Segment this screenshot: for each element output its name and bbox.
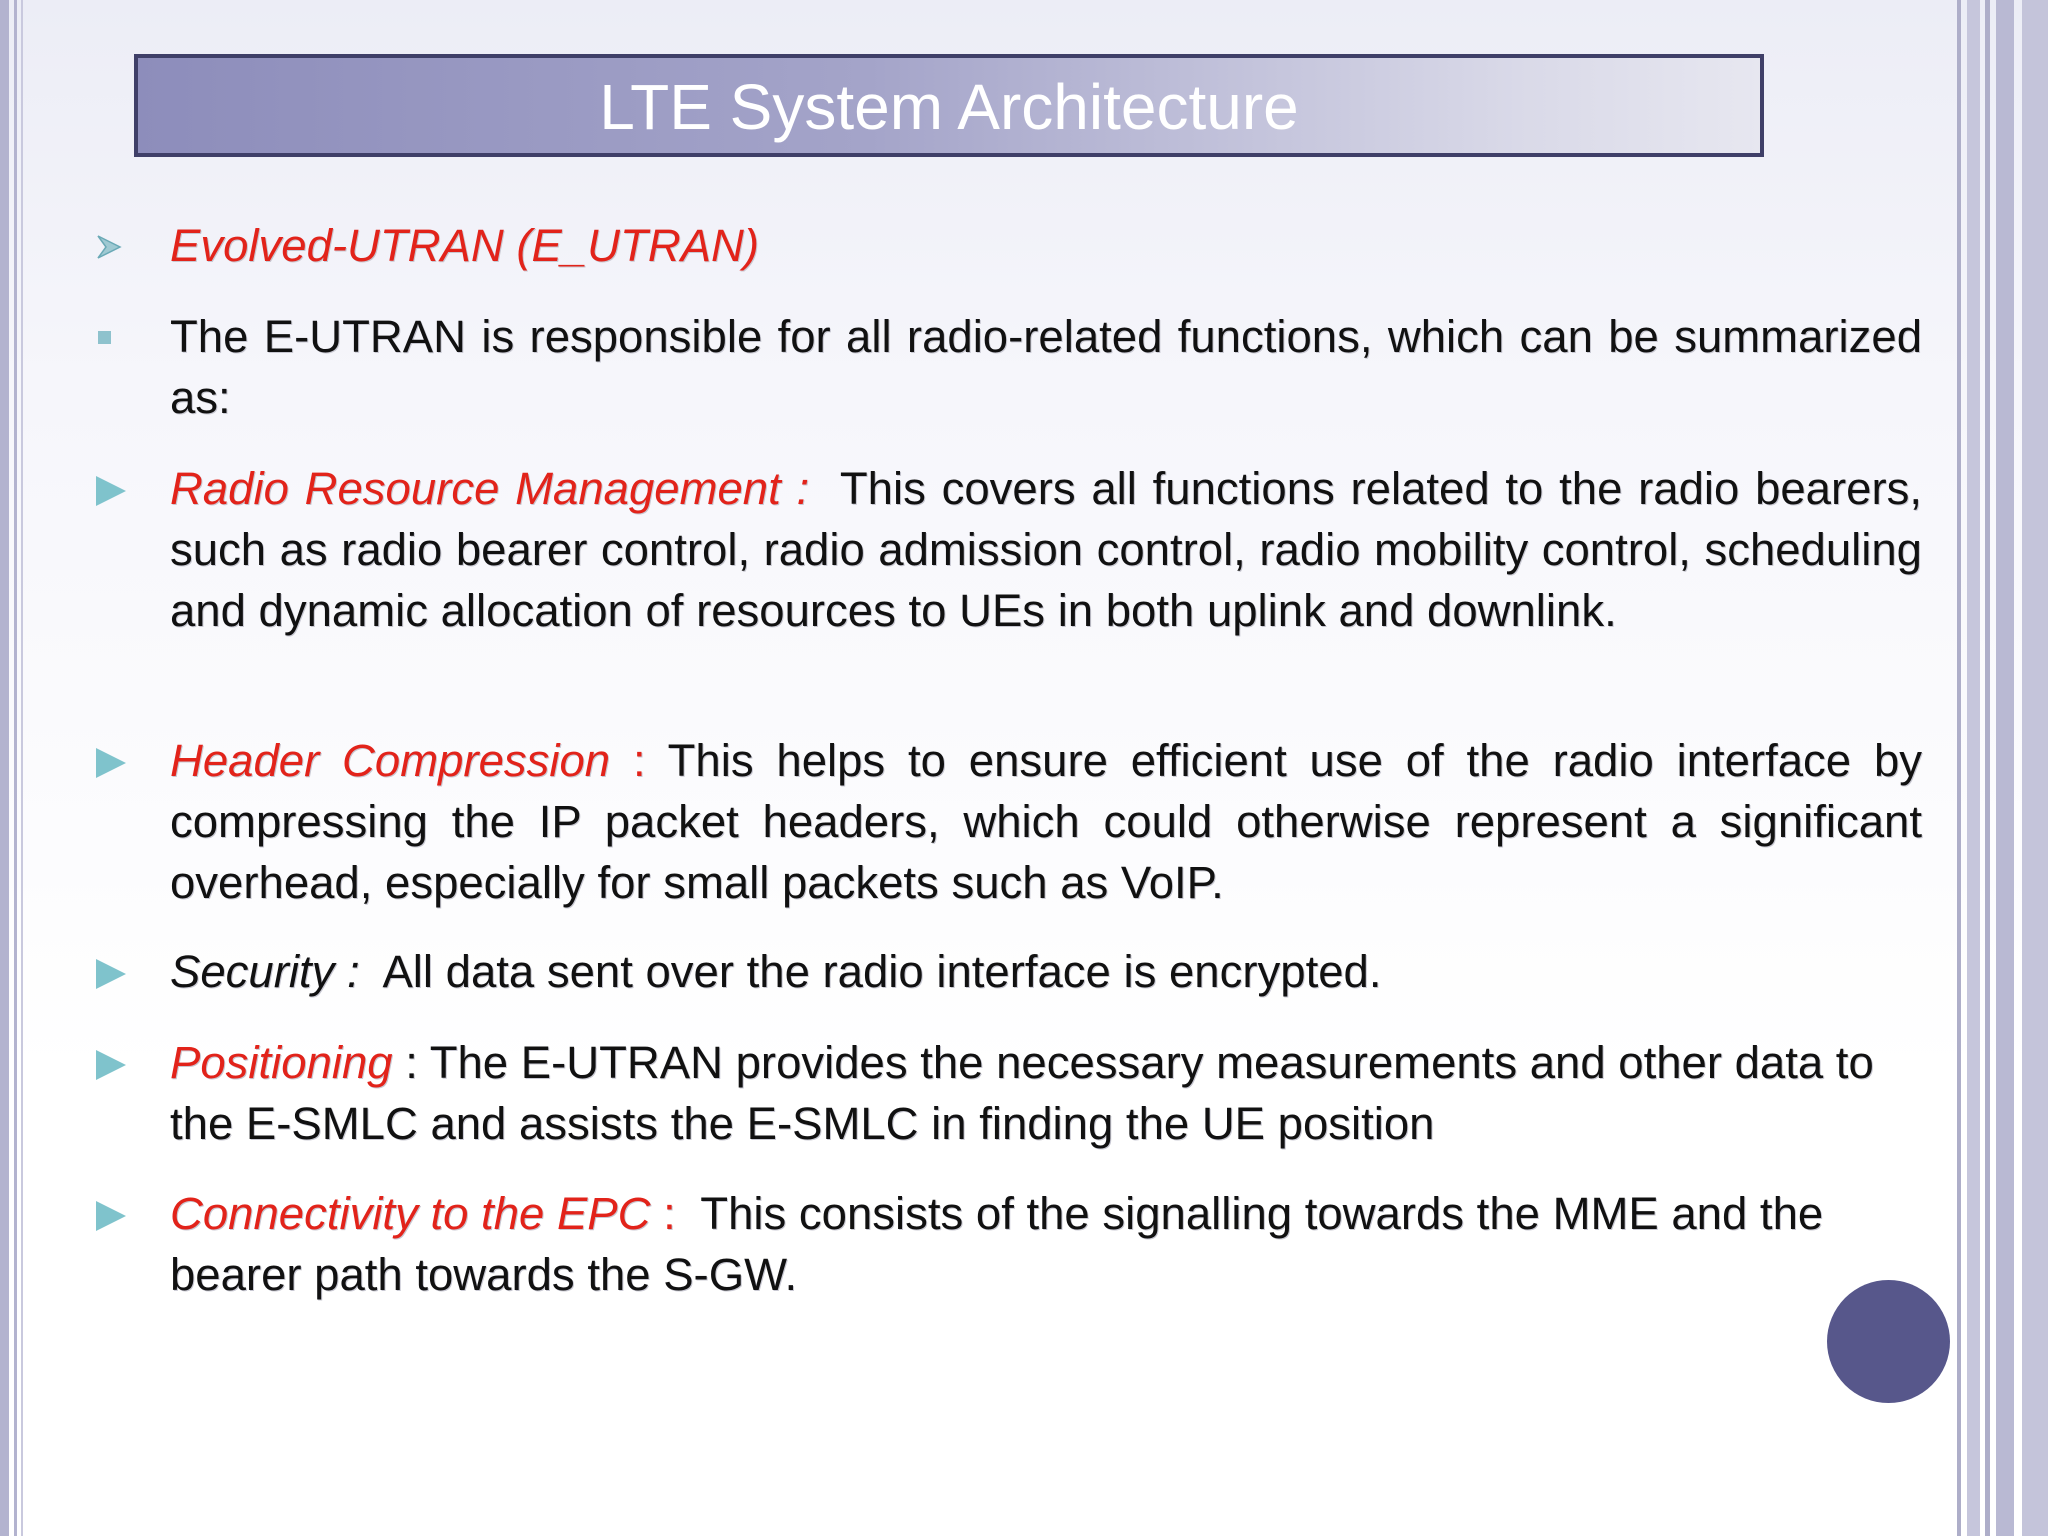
item-term: Header Compression: [170, 735, 611, 786]
title-bar: [134, 54, 1764, 157]
item-term: Security :: [170, 946, 360, 997]
triangle-bullet-icon: [96, 476, 126, 506]
section-heading: [170, 215, 1922, 276]
right-decor-line: [1957, 0, 1961, 1536]
left-decor-line: [21, 0, 23, 1536]
triangle-bullet-icon: [96, 748, 126, 778]
intro-text: The E-UTRAN is responsible for all radio-related functions, which can be summarized as:: [170, 311, 1922, 423]
triangle-bullet-icon: [96, 1050, 126, 1080]
item-term: Positioning: [170, 1037, 393, 1088]
list-item: [170, 1183, 1922, 1305]
item-separator: :: [663, 1188, 676, 1239]
item-text: This consists of the signalling towards the MME and the bearer path towards the S-GW.: [170, 1188, 1824, 1300]
item-separator: :: [632, 735, 646, 786]
left-decor-line: [14, 0, 17, 1536]
right-decor-line: [2022, 0, 2048, 1536]
right-decor-line: [1985, 0, 1990, 1536]
triangle-bullet-icon: [96, 959, 126, 989]
square-bullet-icon: [98, 331, 111, 344]
chevron-bullet-icon: [96, 234, 122, 260]
item-text: This helps to ensure efficient use of the radio interface by compressing the IP packet headers, which could otherwise represent a significant overhead, especially for small packets such as VoIP.: [170, 735, 1922, 908]
item-text: This covers all functions related to the radio bearers, such as radio bearer control, radio admission control, radio mobility control, scheduling and dynamic allocation of resources to UEs in both uplink and downlink.: [170, 463, 1922, 636]
list-item: [170, 1032, 1922, 1154]
list-item: [170, 458, 1922, 641]
item-text: : The E-UTRAN provides the necessary measurements and other data to the E-SMLC and assists the E-SMLC in finding the UE position: [170, 1037, 1874, 1149]
item-term: Connectivity to the EPC: [170, 1188, 651, 1239]
item-term: Radio Resource Management :: [170, 463, 810, 514]
slide-title: LTE System Architecture: [599, 71, 1299, 143]
intro-paragraph: [170, 306, 1922, 428]
decorative-circle: [1827, 1280, 1950, 1403]
left-decor-line: [0, 0, 9, 1536]
list-item: [170, 730, 1922, 913]
triangle-bullet-icon: [96, 1201, 126, 1231]
section-heading-text: Evolved-UTRAN (E_UTRAN): [170, 220, 760, 271]
right-decor-line: [1996, 0, 2014, 1536]
right-decor-line: [1967, 0, 1980, 1536]
item-text: All data sent over the radio interface is encrypted.: [382, 946, 1382, 997]
list-item: [170, 941, 1922, 1002]
